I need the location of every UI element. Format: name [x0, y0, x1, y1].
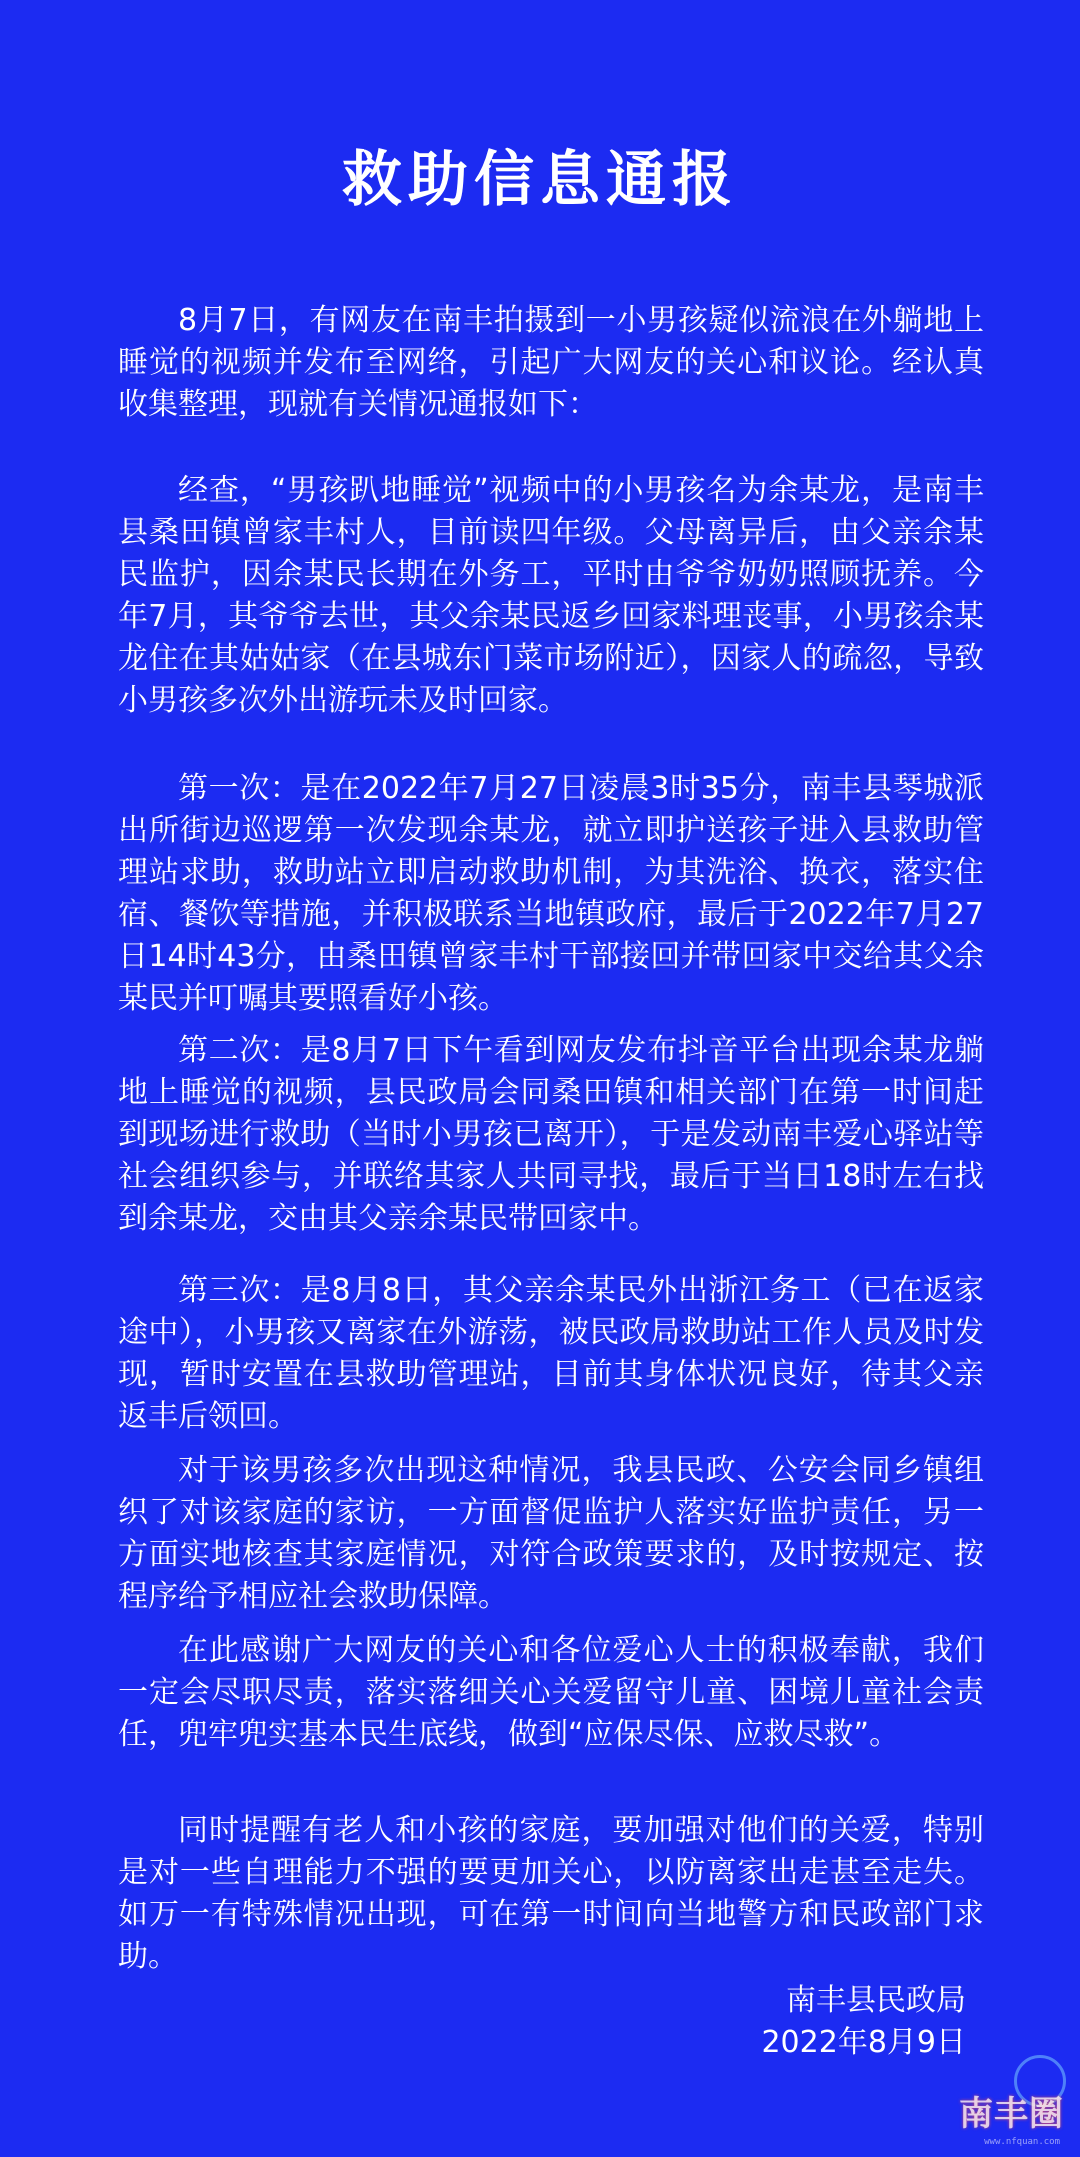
watermark-logo-text: 南丰圈: [959, 2094, 1064, 2134]
paragraph-third-incident: 第三次：是8月8日，其父亲余某民外出浙江务工（已在返家途中），小男孩又离家在外游荡，被民政局救助站工作人员及时发现，暂时安置在县救助管理站，目前其身体状况良好，待其父亲返丰后领回。: [118, 1273, 984, 1434]
p-second-block: [118, 1030, 984, 1240]
paragraph-second-incident: 第二次：是8月7日下午看到网友发布抖音平台出现余某龙躺地上睡觉的视频，县民政局会同桑田镇和相关部门在第一时间赶到现场进行救助（当时小男孩已离开），于是发动南丰爱心驿站等社会组织参与，并联络其家人共同寻找，最后于当日18时左右找到余某龙，交由其父亲余某民带回家中。: [118, 1033, 984, 1236]
p-findings-block: [118, 470, 984, 722]
paragraph-measures: 对于该男孩多次出现这种情况，我县民政、公安会同乡镇组织了对该家庭的家访，一方面督促监护人落实好监护责任，另一方面实地核查其家庭情况，对符合政策要求的，及时按规定、按程序给予相应社会救助保障。: [118, 1453, 984, 1614]
paragraph-reminder: 同时提醒有老人和小孩的家庭，要加强对他们的关爱，特别是对一些自理能力不强的要更加关心，以防离家出走甚至走失。如万一有特殊情况出现，可在第一时间向当地警方和民政部门求助。: [118, 1813, 984, 1974]
p-third-block: [118, 1270, 984, 1438]
signature-date: 2022年8月9日: [761, 2025, 966, 2060]
p-thanks-block: [118, 1630, 984, 1756]
paragraph-intro: 8月7日，有网友在南丰拍摄到一小男孩疑似流浪在外躺地上睡觉的视频并发布至网络，引起广大网友的关心和议论。经认真收集整理，现就有关情况通报如下：: [118, 303, 984, 422]
paragraph-thanks: 在此感谢广大网友的关心和各位爱心人士的积极奉献，我们一定会尽职尽责，落实落细关心关爱留守儿童、困境儿童社会责任，兜牢兜实基本民生底线，做到“应保尽保、应救尽救”。: [118, 1633, 984, 1752]
paragraph-first-incident: 第一次：是在2022年7月27日凌晨3时35分，南丰县琴城派出所街边巡逻第一次发现余某龙，就立即护送孩子进入县救助管理站求助，救助站立即启动救助机制，为其洗浴、换衣，落实住宿、餐饮等措施，并积极联系当地镇政府，最后于2022年7月27日14时43分，由桑田镇曾家丰村干部接回并带回家中交给其父余某民并叮嘱其要照看好小孩。: [118, 771, 984, 1016]
p-intro-block: [118, 300, 984, 426]
watermark: [946, 2037, 1066, 2147]
watermark-url: www.nfquan.com: [984, 2137, 1060, 2147]
notice-title: 救助信息通报: [342, 145, 738, 215]
signature-block: [761, 1980, 966, 2064]
p-reminder-block: [118, 1810, 984, 1978]
p-measures-block: [118, 1450, 984, 1618]
p-first-block: [118, 768, 984, 1020]
signature-org: 南丰县民政局: [786, 1983, 966, 2018]
paragraph-findings: 经查，“男孩趴地睡觉”视频中的小男孩名为余某龙，是南丰县桑田镇曾家丰村人，目前读四年级。父母离异后，由父亲余某民监护，因余某民长期在外务工，平时由爷爷奶奶照顾抚养。今年7月，其爷爷去世，其父余某民返乡回家料理丧事，小男孩余某龙住在其姑姑家（在县城东门菜市场附近），因家人的疏忽，导致小男孩多次外出游玩未及时回家。: [118, 473, 984, 718]
